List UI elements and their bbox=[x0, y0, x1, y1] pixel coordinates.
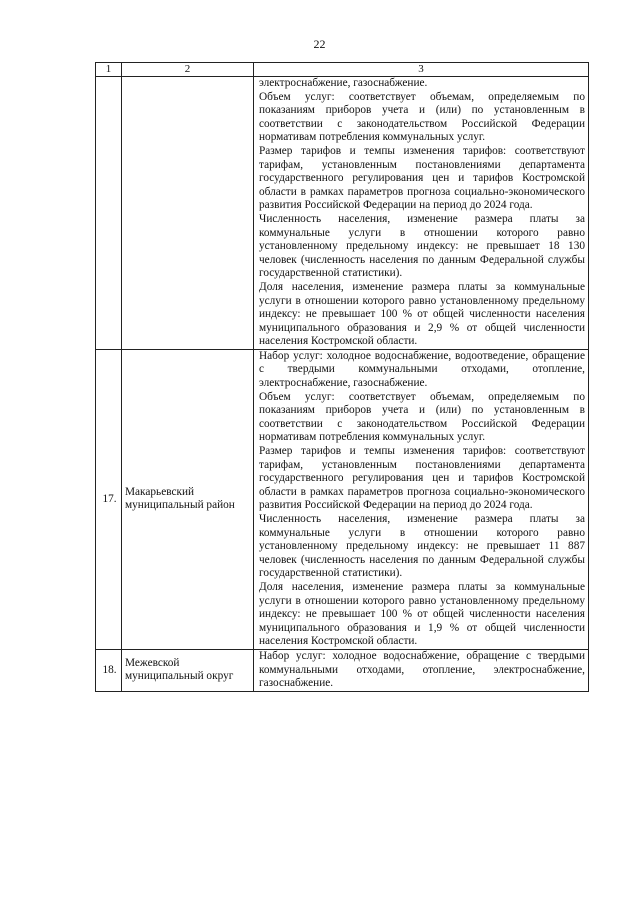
table-row bbox=[96, 649, 589, 691]
table-row bbox=[96, 349, 589, 649]
paragraph: электроснабжение, газоснабжение. bbox=[259, 77, 428, 89]
paragraph: Доля населения, изменение размера платы за коммунальные услуги в отношении которого равно установленному предельному индексу: не превышает 100 % от общей численности населения муниципального образования и 1,9 % от общей численности населения Костромской области. bbox=[259, 580, 585, 648]
paragraph: Набор услуг: холодное водоснабжение, водоотведение, обращение с твердыми коммунальными отходами, отопление, электроснабжение, газоснабжение. bbox=[259, 349, 585, 390]
paragraph: Численность населения, изменение размера платы за коммунальные услуги в отношении которого равно установленному предельному индексу: не превышает 18 130 человек (численность населения по данным Федеральной службы государственной статистики). bbox=[259, 212, 585, 280]
header-col-1: 1 bbox=[96, 63, 122, 77]
page-number: 22 bbox=[313, 37, 326, 51]
municipality-name: Макарьевский муниципальный район bbox=[122, 349, 254, 649]
row-content bbox=[254, 77, 589, 350]
row-content bbox=[254, 649, 589, 691]
municipality-name: Межевской муниципальный округ bbox=[122, 649, 254, 691]
table-header-row bbox=[96, 63, 589, 77]
row-number: 18. bbox=[96, 649, 122, 691]
document-table bbox=[95, 62, 589, 692]
paragraph: Объем услуг: соответствует объемам, определяемым по показаниям приборов учета и (или) по установленным в соответствии с законодательством Российской Федерации нормативам потребления коммунальных услуг. bbox=[259, 390, 585, 444]
table-row bbox=[96, 77, 589, 350]
paragraph: Размер тарифов и темпы изменения тарифов: соответствуют тарифам, установленным постановлениями департамента государственного регулирования цен и тарифов Костромской области в рамках параметров прогноза социально-экономического развития Российской Федерации на период до 2024 года. bbox=[259, 144, 585, 212]
paragraph: Размер тарифов и темпы изменения тарифов: соответствуют тарифам, установленным постановлениями департамента государственного регулирования цен и тарифов Костромской области в рамках параметров прогноза социально-экономического развития Российской Федерации на период до 2024 года. bbox=[259, 445, 585, 512]
paragraph: Численность населения, изменение размера платы за коммунальные услуги в отношении которого равно установленному предельному индексу: не превышает 11 887 человек (численность населения по данным Федеральной службы государственной статистики). bbox=[259, 513, 585, 580]
paragraph: Доля населения, изменение размера платы за коммунальные услуги в отношении которого равно установленному предельному индексу: не превышает 100 % от общей численности населения муниципального образования и 2,9 % от общей численности населения Костромской области. bbox=[259, 280, 585, 348]
paragraph: Объем услуг: соответствует объемам, определяемым по показаниям приборов учета и (или) по установленным в соответствии с законодательством Российской Федерации нормативам потребления коммунальных услуг. bbox=[259, 90, 585, 144]
row-number bbox=[96, 77, 122, 350]
municipality-name bbox=[122, 77, 254, 350]
row-content bbox=[254, 349, 589, 649]
row-number: 17. bbox=[96, 349, 122, 649]
paragraph: Набор услуг: холодное водоснабжение, обращение с твердыми коммунальными отходами, отопление, электроснабжение, газоснабжение. bbox=[259, 649, 585, 690]
header-col-2: 2 bbox=[122, 63, 254, 77]
header-col-3: 3 bbox=[254, 63, 589, 77]
